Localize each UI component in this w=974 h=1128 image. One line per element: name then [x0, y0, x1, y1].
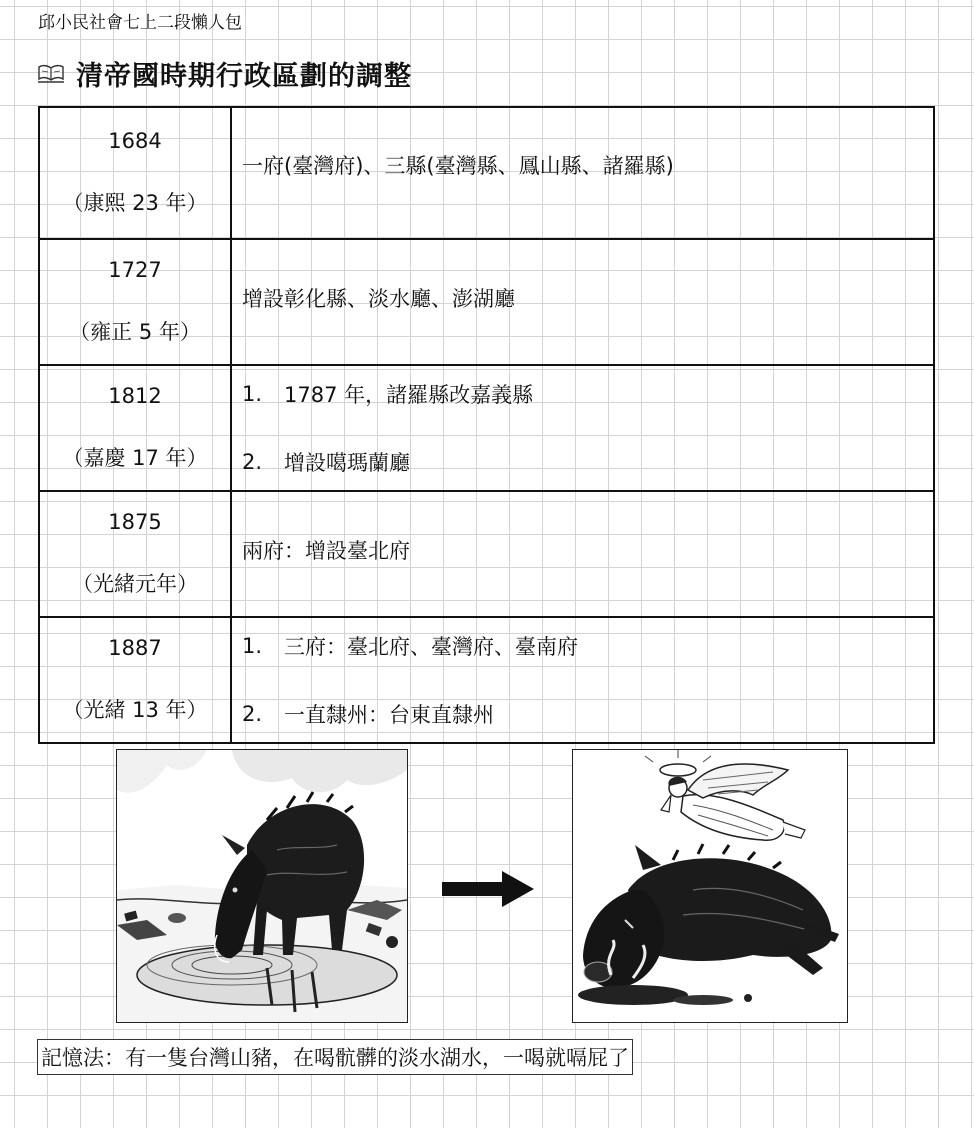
content-cell	[231, 107, 934, 239]
list-item	[242, 379, 933, 409]
list-item	[242, 447, 933, 477]
table-row	[39, 239, 934, 365]
content-cell	[231, 239, 934, 365]
title-row	[38, 54, 412, 93]
list-text: 一直隸州：台東直隸州	[284, 703, 494, 727]
content-text: 一府(臺灣府)、三縣(臺灣縣、鳳山縣、諸羅縣)	[242, 154, 674, 178]
table-row	[39, 107, 934, 239]
illustration-row	[0, 749, 974, 1025]
timeline-table	[38, 106, 935, 744]
year-cell	[39, 239, 231, 365]
list-item	[242, 631, 933, 661]
year-cell	[39, 491, 231, 617]
content-cell	[231, 365, 934, 491]
year-label: 1887	[108, 636, 162, 660]
content-cell	[231, 491, 934, 617]
table-row	[39, 617, 934, 743]
year-cell	[39, 107, 231, 239]
era-label: （雍正 5 年）	[69, 320, 201, 344]
list-text: 三府：臺北府、臺灣府、臺南府	[284, 635, 578, 659]
mnemonic-box: 記憶法：有一隻台灣山豬，在喝骯髒的淡水湖水，一喝就嗝屁了	[37, 1039, 633, 1075]
list-text: 增設噶瑪蘭廳	[284, 451, 410, 475]
boar-drinking-image	[116, 749, 408, 1023]
list-text: 1787 年，諸羅縣改嘉義縣	[284, 383, 534, 407]
boar-dead-image	[572, 749, 848, 1023]
year-cell	[39, 617, 231, 743]
table-row	[39, 365, 934, 491]
year-cell	[39, 365, 231, 491]
year-label: 1727	[108, 258, 162, 282]
content-text: 增設彰化縣、淡水廳、澎湖廳	[242, 287, 515, 311]
era-label: （光緒元年）	[72, 572, 198, 596]
arrow-right-icon	[442, 869, 534, 909]
list-number: 2.	[242, 702, 263, 726]
boar-dead-illustration	[573, 750, 847, 1022]
era-label: （嘉慶 17 年）	[62, 446, 208, 470]
list-item	[242, 699, 933, 729]
era-label: （光緒 13 年）	[62, 698, 208, 722]
page-title: 清帝國時期行政區劃的調整	[76, 61, 412, 92]
content-text: 兩府：增設臺北府	[242, 539, 410, 563]
list-number: 1.	[242, 382, 263, 406]
content-cell	[231, 617, 934, 743]
list-number: 1.	[242, 634, 263, 658]
boar-drinking-illustration	[117, 750, 407, 1022]
year-label: 1684	[108, 129, 162, 153]
book-icon	[38, 63, 64, 85]
list-number: 2.	[242, 450, 263, 474]
page-header: 邱小民社會七上二段懶人包	[38, 13, 242, 33]
era-label: （康熙 23 年）	[62, 191, 208, 215]
year-label: 1812	[108, 384, 162, 408]
year-label: 1875	[108, 510, 162, 534]
table-row	[39, 491, 934, 617]
